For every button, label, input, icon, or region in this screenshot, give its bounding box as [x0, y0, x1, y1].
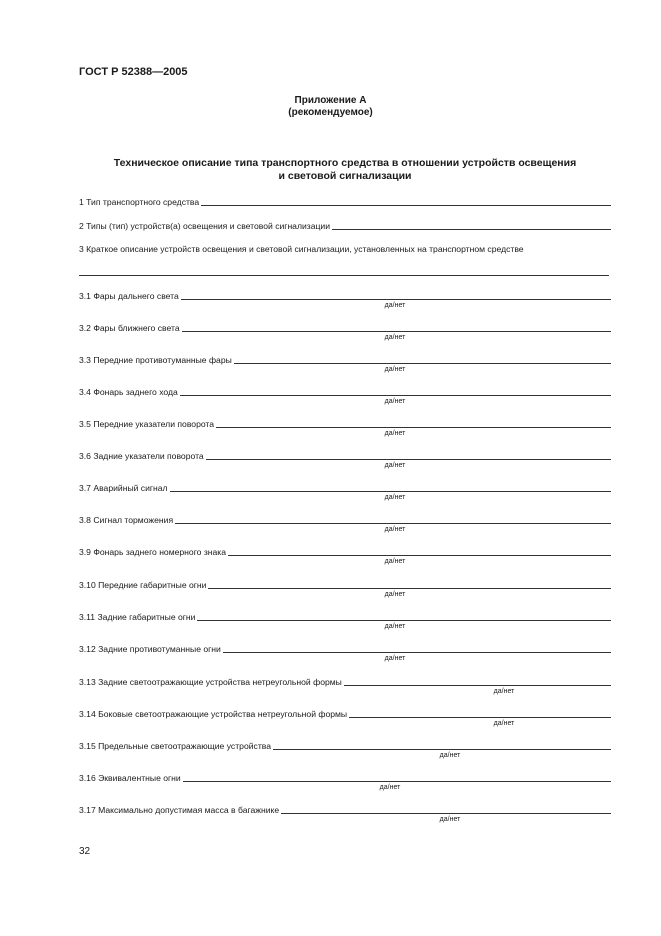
fill-line[interactable] [175, 522, 611, 524]
item-label: 3.8 Сигнал торможения [79, 515, 174, 525]
lighting-item-row[interactable] [79, 803, 611, 815]
fill-line[interactable] [216, 426, 611, 428]
standard-code: ГОСТ Р 52388—2005 [79, 66, 188, 78]
item-label: 3.17 Максимально допустимая масса в багажнике [79, 805, 280, 815]
fill-line[interactable] [223, 651, 611, 653]
lighting-item-row[interactable] [79, 545, 611, 557]
fill-line[interactable] [182, 330, 611, 332]
section-title [79, 157, 611, 183]
lighting-item-row[interactable] [79, 321, 611, 333]
item-label: 3.12 Задние противотуманные огни [79, 644, 221, 654]
lighting-item-row[interactable] [79, 513, 611, 525]
yes-no-hint: да/нет [384, 302, 406, 309]
item-label: 3.3 Передние противотуманные фары [79, 355, 232, 365]
section-title-line1: Техническое описание типа транспортного средства в отношении устройств освещения [113, 157, 577, 169]
item-label: 3.11 Задние габаритные огни [79, 612, 196, 622]
yes-no-hint: да/нет [493, 688, 515, 695]
page-number: 32 [79, 846, 91, 857]
yes-no-hint: да/нет [384, 591, 406, 598]
lighting-item-row[interactable] [79, 417, 611, 429]
field-label: 3 Краткое описание устройств освещения и световой сигнализации, установленных на транспортном средстве [79, 244, 524, 254]
fill-line[interactable] [170, 490, 611, 492]
item-label: 3.16 Эквивалентные огни [79, 773, 181, 783]
yes-no-hint: да/нет [439, 816, 461, 823]
fill-line[interactable] [181, 298, 611, 300]
fill-line[interactable] [349, 716, 611, 718]
yes-no-hint: да/нет [384, 494, 406, 501]
lighting-item-row[interactable] [79, 481, 611, 493]
item-label: 3.1 Фары дальнего света [79, 291, 179, 301]
lighting-item-row[interactable] [79, 739, 611, 751]
fill-line[interactable] [228, 554, 611, 556]
lighting-item-row[interactable] [79, 642, 611, 654]
item-label: 3.14 Боковые светоотражающие устройства нетреугольной формы [79, 709, 348, 719]
yes-no-hint: да/нет [384, 334, 406, 341]
lighting-item-row[interactable] [79, 610, 611, 622]
yes-no-hint: да/нет [384, 430, 406, 437]
item-label: 3.6 Задние указатели поворота [79, 451, 204, 461]
lighting-item-row[interactable] [79, 353, 611, 365]
lighting-item-row[interactable] [79, 578, 611, 590]
item-label: 3.10 Передние габаритные огни [79, 580, 207, 590]
item-label: 3.4 Фонарь заднего хода [79, 387, 178, 397]
fill-line[interactable] [197, 619, 611, 621]
item-label: 3.15 Предельные светоотражающие устройства [79, 741, 271, 751]
appendix-subtitle: (рекомендуемое) [288, 107, 373, 118]
lighting-item-row[interactable] [79, 289, 611, 301]
yes-no-hint: да/нет [384, 526, 406, 533]
item-label: 3.2 Фары ближнего света [79, 323, 180, 333]
yes-no-hint: да/нет [384, 366, 406, 373]
fill-line[interactable] [208, 587, 611, 589]
fill-line[interactable] [234, 362, 611, 364]
item-label: 3.5 Передние указатели поворота [79, 419, 215, 429]
lighting-item-row[interactable] [79, 449, 611, 461]
appendix-title: Приложение А [294, 95, 367, 106]
fill-line[interactable] [332, 228, 611, 230]
field-label: 2 Типы (тип) устройств(а) освещения и световой сигнализации [79, 221, 331, 231]
lighting-item-row[interactable] [79, 707, 611, 719]
fill-line[interactable] [273, 748, 611, 750]
fill-line[interactable] [201, 204, 611, 206]
description-fill-line[interactable] [79, 275, 609, 276]
yes-no-hint: да/нет [384, 558, 406, 565]
fill-line[interactable] [206, 458, 611, 460]
lighting-item-row[interactable] [79, 771, 611, 783]
fill-line[interactable] [281, 812, 611, 814]
yes-no-hint: да/нет [384, 655, 406, 662]
yes-no-hint: да/нет [493, 720, 515, 727]
fill-line[interactable] [344, 684, 611, 686]
field-device-types[interactable] [79, 219, 611, 231]
item-label: 3.9 Фонарь заднего номерного знака [79, 547, 227, 557]
yes-no-hint: да/нет [379, 784, 401, 791]
lighting-item-row[interactable] [79, 675, 611, 687]
field-label: 1 Тип транспортного средства [79, 197, 200, 207]
yes-no-hint: да/нет [439, 752, 461, 759]
item-label: 3.7 Аварийный сигнал [79, 483, 168, 493]
yes-no-hint: да/нет [384, 462, 406, 469]
yes-no-hint: да/нет [384, 623, 406, 630]
yes-no-hint: да/нет [384, 398, 406, 405]
field-short-description [79, 242, 611, 254]
item-label: 3.13 Задние светоотражающие устройства нетреугольной формы [79, 677, 342, 687]
section-title-line2: и световой сигнализации [278, 170, 412, 182]
fill-line[interactable] [183, 780, 611, 782]
fill-line[interactable] [180, 394, 611, 396]
field-vehicle-type[interactable] [79, 195, 611, 207]
lighting-item-row[interactable] [79, 385, 611, 397]
